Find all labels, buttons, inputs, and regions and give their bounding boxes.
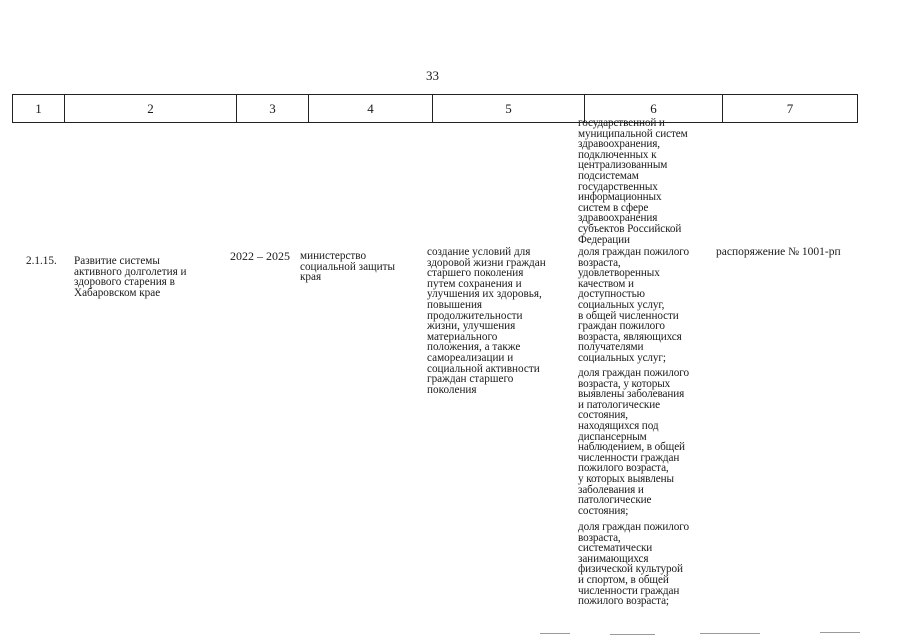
scan-mark (540, 633, 570, 634)
indicator-3: доля граждан пожилого возраста, систематически занимающихся физической культурой и спортом, в общей численности граждан пожилого возраста; (578, 521, 689, 608)
header-col-5: 5 (433, 95, 585, 122)
header-col-3: 3 (237, 95, 309, 122)
scan-mark (610, 634, 655, 635)
normative-document: распоряжение № 1001-рп (716, 246, 841, 258)
table-header-row (12, 94, 858, 123)
header-col-1: 1 (13, 95, 65, 122)
scan-mark (820, 632, 860, 633)
scan-mark (700, 633, 760, 634)
header-col-4: 4 (309, 95, 433, 122)
implementation-period: 2022 – 2025 (230, 249, 290, 263)
page-number: 33 (426, 68, 439, 83)
row-number: 2.1.15. (26, 255, 57, 267)
header-col-6: 6 (585, 95, 723, 122)
measure-goal: создание условий для здоровой жизни граждан старшего поколения путем сохранения и улучшения их здоровья, повышения продолжительности жизни, улучшения материального положения, а также самореализации и социальной активности граждан старшего поколения (427, 246, 546, 396)
indicator-2: доля граждан пожилого возраста, у которых выявлены заболевания и патологические состояния, находящихся под диспансерным наблюдением, в общей численности граждан пожилого возраста, у которых выявлены заболевания и патологические состояния; (578, 367, 689, 517)
continued-indicator-text: государственной и муниципальной систем здравоохранения, подключенных к централизованным подсистемам государственных информационных систем в сфере здравоохранения субъектов Российской Федерации (578, 117, 688, 246)
responsible-executor: министерство социальной защиты края (300, 250, 396, 284)
measure-name: Развитие системы активного долголетия и здорового старения в Хабаровском крае (74, 255, 187, 299)
header-col-2: 2 (65, 95, 237, 122)
indicator-1: доля граждан пожилого возраста, удовлетворенных качеством и доступностью социальных услуг, в общей численности граждан пожилого возраста, являющихся получателями социальных услуг; (578, 246, 689, 364)
header-col-7: 7 (786, 100, 794, 116)
